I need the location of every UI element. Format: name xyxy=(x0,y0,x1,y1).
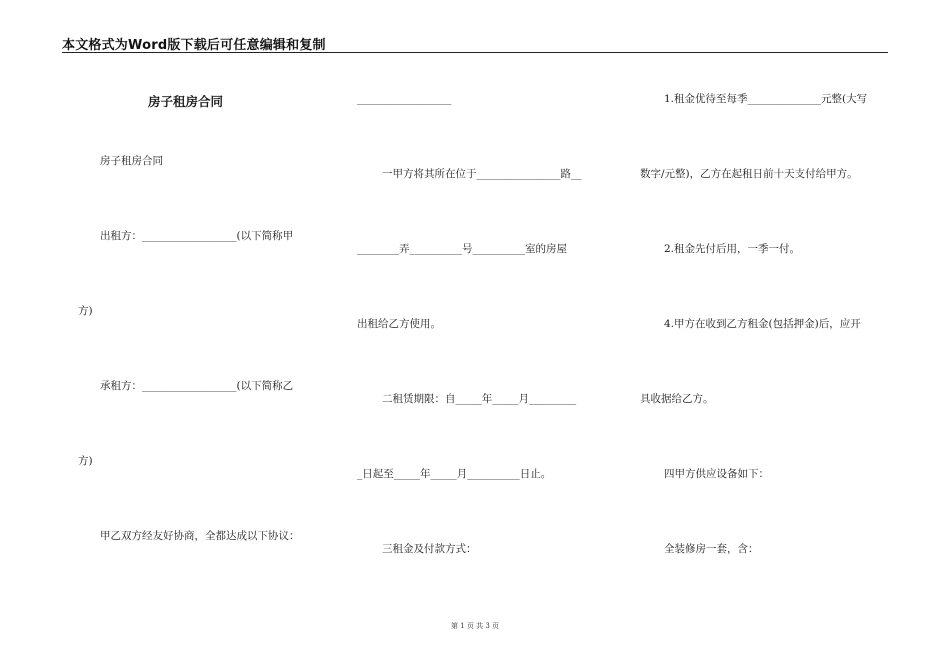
clause2-line-b: _日起至_____年_____月__________日止。 xyxy=(357,468,552,480)
clause1-line-c: 出租给乙方使用。 xyxy=(357,318,441,330)
document-header: 本文格式为Word版下载后可任意编辑和复制 xyxy=(62,38,326,53)
clause4-line: 四甲方供应设备如下： xyxy=(664,468,769,480)
page-number: 第 1 页 共 3 页 xyxy=(450,622,500,630)
subtitle: 房子租房合同 xyxy=(100,155,163,167)
equipment-line: 全装修房一套，含： xyxy=(664,543,759,555)
lessor-continuation: 方) xyxy=(78,305,93,317)
clause3-line: 三租金及付款方式： xyxy=(382,543,477,555)
clause1-line-a: 一甲方将其所在位于________________路__ xyxy=(382,168,582,180)
item1-line-a: 1.租金优待至每季______________元整(大写 xyxy=(664,93,868,105)
item1-line-b: 数字/元整)，乙方在起租日前十天支付给甲方。 xyxy=(640,168,858,180)
item4-line-a: 4.甲方在收到乙方租金(包括押金)后，应开 xyxy=(664,318,861,330)
document-title: 房子租房合同 xyxy=(148,94,224,109)
item4-line-b: 具收据给乙方。 xyxy=(640,393,714,405)
clause1-line-b: ________弄__________号__________室的房屋 xyxy=(357,243,567,255)
clause2-line-a: 二租赁期限：自_____年_____月_________ xyxy=(382,393,577,405)
item2-line: 2.租金先付后用，一季一付。 xyxy=(664,243,801,255)
lessee-line: 承租方：__________________(以下简称乙 xyxy=(100,380,294,392)
lessee-continuation: 方) xyxy=(78,455,93,467)
header-rule xyxy=(62,52,888,53)
lessor-line: 出租方：__________________(以下简称甲 xyxy=(100,230,294,242)
blank-line: __________________ xyxy=(357,93,452,105)
agreement-line: 甲乙双方经友好协商，全都达成以下协议： xyxy=(100,530,300,542)
